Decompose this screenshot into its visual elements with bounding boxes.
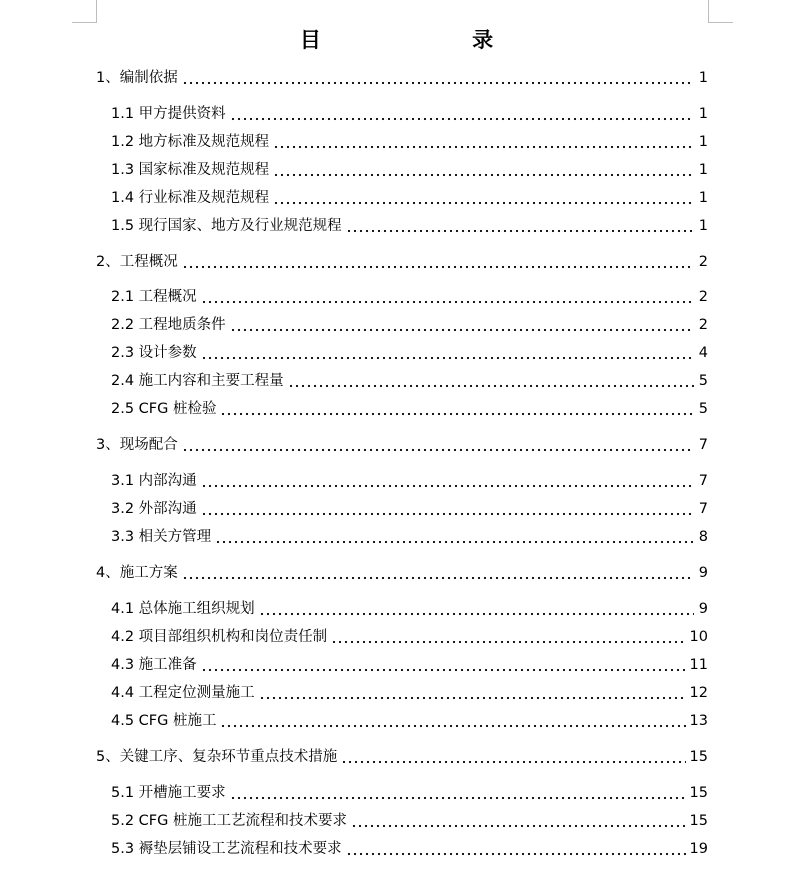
toc-dot-leader [346, 219, 694, 233]
toc-section-entry[interactable] [111, 835, 708, 863]
toc-page-number: 9 [698, 601, 708, 617]
toc-entry-title: 1.3 国家标准及规范规程 [111, 162, 270, 178]
toc-page-number: 15 [689, 749, 708, 765]
toc-chapter-entry[interactable] [96, 743, 708, 771]
toc-entry-title: 2.2 工程地质条件 [111, 317, 226, 333]
toc-dot-leader [341, 750, 685, 764]
toc-entry-title: 5.1 开槽施工要求 [111, 785, 226, 801]
toc-entry-title: 1.2 地方标准及规范规程 [111, 134, 270, 150]
toc-dot-leader [259, 602, 694, 616]
toc-page-number: 1 [698, 134, 708, 150]
toc-entry-title: 1.1 甲方提供资料 [111, 106, 226, 122]
toc-chapter-entry[interactable] [96, 64, 708, 92]
toc-page-number: 13 [689, 713, 708, 729]
toc-entry-title: 1.4 行业标准及规范规程 [111, 190, 270, 206]
toc-entry-title: 1.5 现行国家、地方及行业规范规程 [111, 218, 342, 234]
toc-entry-title: 4.3 施工准备 [111, 657, 197, 673]
toc-section-entry[interactable] [111, 523, 708, 551]
toc-page-number: 7 [698, 501, 708, 517]
toc-dot-leader [331, 630, 685, 644]
toc-page-number: 4 [698, 345, 708, 361]
toc-page-number: 2 [698, 289, 708, 305]
toc-chapter-entry[interactable] [96, 559, 708, 587]
toc-section-entry[interactable] [111, 128, 708, 156]
toc-section-entry[interactable] [111, 807, 708, 835]
toc-section-entry[interactable] [111, 395, 708, 423]
toc-page-number: 5 [698, 373, 708, 389]
toc-dot-leader [220, 402, 694, 416]
toc-page-number: 1 [698, 106, 708, 122]
toc-section-entry[interactable] [111, 467, 708, 495]
toc-page-number: 2 [698, 317, 708, 333]
toc-section-entry[interactable] [111, 283, 708, 311]
toc-section-entry[interactable] [111, 679, 708, 707]
toc-section-entry[interactable] [111, 651, 708, 679]
toc-entry-title: 1、编制依据 [96, 70, 178, 86]
toc-dot-leader [201, 290, 694, 304]
toc-dot-leader [201, 346, 694, 360]
toc-section-entry[interactable] [111, 595, 708, 623]
toc-page-number: 5 [698, 401, 708, 417]
toc-page-number: 15 [689, 785, 708, 801]
toc-entry-title: 3.1 内部沟通 [111, 473, 197, 489]
toc-entry-title: 5.2 CFG 桩施工工艺流程和技术要求 [111, 813, 347, 829]
toc-page-number: 2 [698, 254, 708, 270]
toc-section-entry[interactable] [111, 367, 708, 395]
toc-dot-leader [230, 786, 686, 800]
toc-page-number: 1 [698, 190, 708, 206]
toc-section-entry[interactable] [111, 495, 708, 523]
toc-dot-leader [230, 107, 694, 121]
toc-page-number: 11 [689, 657, 708, 673]
toc-page-number: 9 [698, 565, 708, 581]
toc-entry-title: 5.3 褥垫层铺设工艺流程和技术要求 [111, 841, 342, 857]
toc-section-entry[interactable] [111, 212, 708, 240]
toc-chapter-entry[interactable] [96, 431, 708, 459]
toc-entry-title: 3.3 相关方管理 [111, 529, 212, 545]
toc-section-entry[interactable] [111, 184, 708, 212]
toc-dot-leader [201, 474, 694, 488]
toc-dot-leader [230, 318, 694, 332]
toc-entry-title: 2.1 工程概况 [111, 289, 197, 305]
toc-page-number: 7 [698, 437, 708, 453]
toc-dot-leader [351, 814, 686, 828]
toc-dot-leader [182, 71, 694, 85]
toc-entry-title: 2、工程概况 [96, 254, 178, 270]
toc-entry-title: 4.5 CFG 桩施工 [111, 713, 217, 729]
toc-dot-leader [215, 530, 694, 544]
toc-section-entry[interactable] [111, 779, 708, 807]
toc-dot-leader [259, 686, 686, 700]
page-corner-mark-right [708, 0, 733, 23]
toc-page-number: 1 [698, 218, 708, 234]
toc-dot-leader [182, 566, 694, 580]
toc-page-number: 1 [698, 162, 708, 178]
toc-page-number: 1 [698, 70, 708, 86]
toc-page-number: 10 [689, 629, 708, 645]
toc-dot-leader [346, 842, 686, 856]
page-corner-mark-left [72, 0, 97, 23]
toc-section-entry[interactable] [111, 311, 708, 339]
toc-entry-title: 4.4 工程定位测量施工 [111, 685, 255, 701]
toc-dot-leader [182, 255, 694, 269]
toc-entry-title: 2.3 设计参数 [111, 345, 197, 361]
page-title: 目 录 [299, 27, 566, 52]
toc-entry-title: 4.1 总体施工组织规划 [111, 601, 255, 617]
toc-entry-title: 4.2 项目部组织机构和岗位责任制 [111, 629, 328, 645]
toc-page-number: 19 [689, 841, 708, 857]
toc-page-number: 15 [689, 813, 708, 829]
toc-entry-title: 2.5 CFG 桩检验 [111, 401, 217, 417]
toc-dot-leader [273, 135, 694, 149]
toc-section-entry[interactable] [111, 623, 708, 651]
toc-page-number: 12 [689, 685, 708, 701]
toc-page-number: 8 [698, 529, 708, 545]
toc-section-entry[interactable] [111, 339, 708, 367]
toc-entry-title: 3、现场配合 [96, 437, 178, 453]
toc-dot-leader [201, 658, 686, 672]
toc-dot-leader [273, 191, 694, 205]
toc-dot-leader [288, 374, 694, 388]
toc-entry-title: 4、施工方案 [96, 565, 178, 581]
toc-section-entry[interactable] [111, 707, 708, 735]
toc-page-number: 7 [698, 473, 708, 489]
toc-dot-leader [201, 502, 694, 516]
toc-entry-title: 2.4 施工内容和主要工程量 [111, 373, 284, 389]
toc-section-entry[interactable] [111, 156, 708, 184]
toc-entry-title: 5、关键工序、复杂环节重点技术措施 [96, 749, 338, 765]
toc-chapter-entry[interactable] [96, 248, 708, 276]
toc-dot-leader [220, 714, 685, 728]
toc-dot-leader [182, 438, 694, 452]
toc-dot-leader [273, 163, 694, 177]
toc-entry-title: 3.2 外部沟通 [111, 501, 197, 517]
toc-section-entry[interactable] [111, 100, 708, 128]
